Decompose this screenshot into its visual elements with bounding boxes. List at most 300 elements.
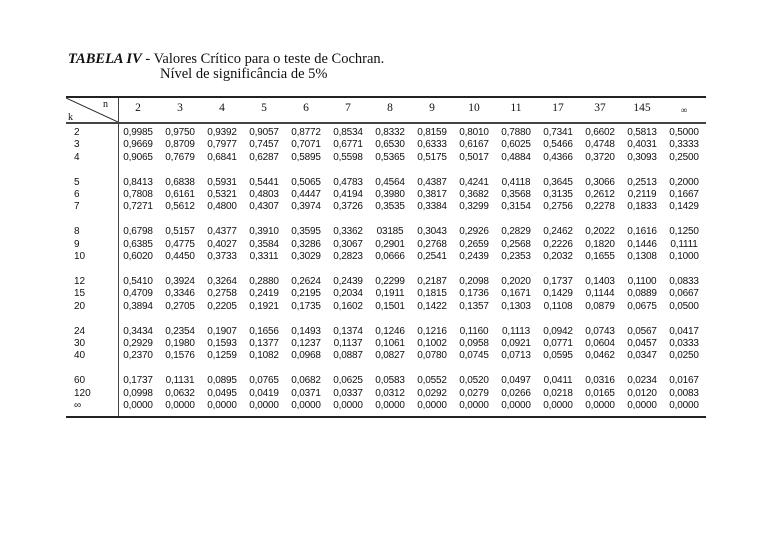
critical-value-cell: 0,0958 (459, 338, 489, 350)
critical-value-cell: 0,1655 (585, 251, 615, 263)
critical-value-cell: 0,7071 (291, 139, 321, 151)
critical-value-cell: 0,1907 (207, 325, 237, 337)
row-label-k: 60 (74, 375, 86, 387)
critical-value-cell: 0,5931 (207, 176, 237, 188)
critical-value-cell: 0,1000 (669, 251, 699, 263)
critical-value-cell: 0,0895 (207, 375, 237, 387)
critical-value-cell: 0,2926 (459, 226, 489, 238)
critical-value-cell: 0,5598 (333, 151, 363, 163)
critical-value-cell: 0,5895 (291, 151, 321, 163)
critical-value-cell: 0,3733 (207, 251, 237, 263)
critical-value-cell: 0,0666 (375, 251, 405, 263)
critical-value-cell: 0,1576 (165, 350, 195, 362)
table-row (66, 226, 706, 238)
critical-value-cell: 0,0419 (249, 387, 279, 399)
column-variable-label: n (103, 99, 108, 110)
critical-value-cell: 0,0667 (669, 288, 699, 300)
critical-value-cell: 0,0234 (627, 375, 657, 387)
critical-value-cell: 0,6530 (375, 139, 405, 151)
critical-value-cell: 0,0000 (501, 400, 531, 412)
table-subtitle: Nível de significância de 5% (160, 66, 328, 82)
critical-value-cell: 0,0250 (669, 350, 699, 362)
critical-value-cell: 0,0000 (585, 400, 615, 412)
critical-value-cell: 0,1250 (669, 226, 699, 238)
critical-value-cell: 0,2187 (417, 276, 447, 288)
critical-value-cell: 0,0921 (501, 338, 531, 350)
critical-value-cell: 0,5000 (669, 127, 699, 138)
critical-value-cell: 0,0495 (207, 387, 237, 399)
row-label-k: ∞ (74, 400, 82, 412)
critical-value-cell: 0,0000 (123, 400, 153, 412)
critical-value-cell: 0,7457 (249, 139, 279, 151)
critical-value-cell: 0,0218 (543, 387, 573, 399)
critical-value-cell: 0,3029 (291, 251, 321, 263)
critical-value-cell: 0,2032 (543, 251, 573, 263)
row-variable-label: k (68, 112, 73, 123)
critical-value-cell: 0,9065 (123, 151, 153, 163)
critical-value-cell: 0,1602 (333, 300, 363, 312)
cochran-table (66, 96, 706, 418)
critical-value-cell: 0,6841 (207, 151, 237, 163)
critical-value-cell: 0,9985 (123, 127, 153, 138)
critical-value-cell: 0,0500 (669, 300, 699, 312)
critical-value-cell: 0,8010 (459, 127, 489, 138)
critical-value-cell: 0,0745 (459, 350, 489, 362)
critical-value-cell: 0,5175 (417, 151, 447, 163)
critical-value-cell: 0,0625 (333, 375, 363, 387)
critical-value-cell: 0,0266 (501, 387, 531, 399)
critical-value-cell: 0,8159 (417, 127, 447, 138)
critical-value-cell: 0,1259 (207, 350, 237, 362)
critical-value-cell: 0,2299 (375, 276, 405, 288)
critical-value-cell: 0,6602 (585, 127, 615, 138)
table-row (66, 201, 706, 213)
critical-value-cell: 0,0000 (291, 400, 321, 412)
critical-value-cell: 0,2612 (585, 189, 615, 201)
critical-value-cell: 0,0497 (501, 375, 531, 387)
critical-value-cell: 0,6333 (417, 139, 447, 151)
critical-value-cell: 0,1911 (375, 288, 405, 300)
table-number: TABELA IV (68, 51, 142, 67)
critical-value-cell: 0,2901 (375, 238, 405, 250)
critical-value-cell: 0,1357 (459, 300, 489, 312)
critical-value-cell: 0,1308 (627, 251, 657, 263)
critical-value-cell: 0,3333 (669, 139, 699, 151)
row-label-k: 12 (74, 276, 86, 288)
critical-value-cell: 0,8772 (291, 127, 321, 138)
critical-value-cell: 0,2659 (459, 238, 489, 250)
critical-value-cell: 0,1616 (627, 226, 657, 238)
critical-value-cell: 03185 (376, 226, 404, 238)
critical-value-cell: 0,3535 (375, 201, 405, 213)
row-label-k: 7 (74, 201, 80, 213)
critical-value-cell: 0,0998 (123, 387, 153, 399)
column-header: 9 (429, 102, 435, 114)
critical-value-cell: 0,5321 (207, 189, 237, 201)
critical-value-cell: 0,2541 (417, 251, 447, 263)
critical-value-cell: 0,9392 (207, 127, 237, 138)
critical-value-cell: 0,1100 (627, 276, 657, 288)
critical-value-cell: 0,3980 (375, 189, 405, 201)
column-divider (118, 124, 119, 416)
critical-value-cell: 0,0167 (669, 375, 699, 387)
table-row (66, 239, 706, 251)
critical-value-cell: 0,1137 (333, 338, 363, 350)
critical-value-cell: 0,1736 (459, 288, 489, 300)
critical-value-cell: 0,1737 (123, 375, 153, 387)
critical-value-cell: 0,0371 (291, 387, 321, 399)
table-row (66, 375, 706, 387)
critical-value-cell: 0,9669 (123, 139, 153, 151)
critical-value-cell: 0,0583 (375, 375, 405, 387)
critical-value-cell: 0,0316 (585, 375, 615, 387)
critical-value-cell: 0,5813 (627, 127, 657, 138)
critical-value-cell: 0,8709 (165, 139, 195, 151)
critical-value-cell: 0,1737 (543, 276, 573, 288)
critical-value-cell: 0,0968 (291, 350, 321, 362)
critical-value-cell: 0,0000 (627, 400, 657, 412)
column-header: ∞ (680, 105, 688, 115)
critical-value-cell: 0,2500 (669, 151, 699, 163)
critical-value-cell: 0,2226 (543, 238, 573, 250)
critical-value-cell: 0,0279 (459, 387, 489, 399)
critical-value-cell: 0,6020 (123, 251, 153, 263)
critical-value-cell: 0,1108 (543, 300, 573, 312)
critical-value-cell: 0,4783 (333, 176, 363, 188)
critical-value-cell: 0,0000 (333, 400, 363, 412)
critical-value-cell: 0,1377 (249, 338, 279, 350)
table-row (66, 276, 706, 288)
critical-value-cell: 0,8413 (123, 176, 153, 188)
critical-value-cell: 0,0462 (585, 350, 615, 362)
critical-value-cell: 0,1237 (291, 338, 321, 350)
critical-value-cell: 0,3346 (165, 288, 195, 300)
critical-value-cell: 0,1246 (375, 325, 405, 337)
critical-value-cell: 0,2823 (333, 251, 363, 263)
critical-value-cell: 0,3067 (333, 238, 363, 250)
critical-value-cell: 0,0000 (375, 400, 405, 412)
row-label-k: 6 (74, 189, 80, 201)
group-spacer (66, 264, 706, 277)
critical-value-cell: 0,1403 (585, 276, 615, 288)
table-row (66, 189, 706, 201)
critical-value-cell: 0,3595 (291, 226, 321, 238)
critical-value-cell: 0,3584 (249, 238, 279, 250)
table-row (66, 338, 706, 350)
critical-value-cell: 0,6798 (123, 226, 153, 238)
critical-value-cell: 0,4031 (627, 139, 657, 151)
critical-value-cell: 0,0771 (543, 338, 573, 350)
table-row (66, 288, 706, 300)
row-label-k: 24 (74, 325, 86, 337)
critical-value-cell: 0,2756 (543, 201, 573, 213)
critical-value-cell: 0,3299 (459, 201, 489, 213)
critical-value-cell: 0,1113 (502, 325, 530, 337)
critical-value-cell: 0,4803 (249, 189, 279, 201)
critical-value-cell: 0,2439 (459, 251, 489, 263)
critical-value-cell: 0,1446 (627, 238, 657, 250)
critical-value-cell: 0,8534 (333, 127, 363, 138)
critical-value-cell: 0,1501 (375, 300, 405, 312)
critical-value-cell: 0,6771 (333, 139, 363, 151)
critical-value-cell: 0,0675 (627, 300, 657, 312)
critical-value-cell: 0,4447 (291, 189, 321, 201)
critical-value-cell: 0,3726 (333, 201, 363, 213)
critical-value-cell: 0,0000 (459, 400, 489, 412)
critical-value-cell: 0,1082 (249, 350, 279, 362)
critical-value-cell: 0,0333 (669, 338, 699, 350)
critical-value-cell: 0,9750 (165, 127, 195, 138)
critical-value-cell: 0,1002 (417, 338, 447, 350)
critical-value-cell: 0,3910 (249, 226, 279, 238)
group-spacer (66, 164, 706, 177)
table-row (66, 400, 706, 412)
critical-value-cell: 0,1422 (417, 300, 447, 312)
critical-value-cell: 0,2758 (207, 288, 237, 300)
critical-value-cell: 0,2768 (417, 238, 447, 250)
critical-value-cell: 0,1667 (669, 189, 699, 201)
row-label-k: 30 (74, 338, 86, 350)
critical-value-cell: 0,1131 (165, 375, 195, 387)
critical-value-cell: 0,6161 (165, 189, 195, 201)
critical-value-cell: 0,1429 (669, 201, 699, 213)
critical-value-cell: 0,1303 (501, 300, 531, 312)
row-label-k: 15 (74, 288, 86, 300)
critical-value-cell: 0,0780 (417, 350, 447, 362)
column-header: 5 (261, 102, 267, 114)
critical-value-cell: 0,0567 (627, 325, 657, 337)
critical-value-cell: 0,4564 (375, 176, 405, 188)
critical-value-cell: 0,2705 (165, 300, 195, 312)
table-row (66, 301, 706, 313)
critical-value-cell: 0,3093 (627, 151, 657, 163)
column-header: 10 (468, 102, 480, 114)
row-label-k: 3 (74, 139, 80, 151)
critical-value-cell: 0,2205 (207, 300, 237, 312)
critical-value-cell: 0,9057 (249, 127, 279, 138)
critical-value-cell: 0,0765 (249, 375, 279, 387)
column-header: 6 (303, 102, 309, 114)
critical-value-cell: 0,0120 (627, 387, 657, 399)
critical-value-cell: 0,1061 (375, 338, 405, 350)
critical-value-cell: 0,0000 (165, 400, 195, 412)
critical-value-cell: 0,3924 (165, 276, 195, 288)
critical-value-cell: 0,5410 (123, 276, 153, 288)
critical-value-cell: 0,2513 (627, 176, 657, 188)
column-header: 4 (219, 102, 225, 114)
critical-value-cell: 0,2462 (543, 226, 573, 238)
critical-value-cell: 0,2020 (501, 276, 531, 288)
critical-value-cell: 0,0520 (459, 375, 489, 387)
critical-value-cell: 0,0083 (669, 387, 699, 399)
critical-value-cell: 0,2353 (501, 251, 531, 263)
row-label-k: 10 (74, 251, 86, 263)
critical-value-cell: 0,1656 (249, 325, 279, 337)
critical-value-cell: 0,2568 (501, 238, 531, 250)
critical-value-cell: 0,2278 (585, 201, 615, 213)
critical-value-cell: 0,2119 (627, 189, 657, 201)
row-label-k: 40 (74, 350, 86, 362)
critical-value-cell: 0,5157 (165, 226, 195, 238)
critical-value-cell: 0,3264 (207, 276, 237, 288)
critical-value-cell: 0,1493 (291, 325, 321, 337)
critical-value-cell: 0,0411 (543, 375, 573, 387)
critical-value-cell: 0,3974 (291, 201, 321, 213)
critical-value-cell: 0,3720 (585, 151, 615, 163)
critical-value-cell: 0,0879 (585, 300, 615, 312)
critical-value-cell: 0,2439 (333, 276, 363, 288)
critical-value-cell: 0,4387 (417, 176, 447, 188)
critical-value-cell: 0,3645 (543, 176, 573, 188)
column-header: 3 (177, 102, 183, 114)
critical-value-cell: 0,1216 (417, 325, 447, 337)
row-label-k: 4 (74, 151, 80, 163)
critical-value-cell: 0,4377 (207, 226, 237, 238)
table-row (66, 326, 706, 338)
critical-value-cell: 0,3362 (333, 226, 363, 238)
critical-value-cell: 0,3682 (459, 189, 489, 201)
critical-value-cell: 0,0000 (417, 400, 447, 412)
critical-value-cell: 0,1671 (501, 288, 531, 300)
row-label-k: 20 (74, 300, 86, 312)
critical-value-cell: 0,0595 (543, 350, 573, 362)
critical-value-cell: 0,0312 (375, 387, 405, 399)
critical-value-cell: 0,4450 (165, 251, 195, 263)
critical-value-cell: 0,5065 (291, 176, 321, 188)
critical-value-cell: 0,0457 (627, 338, 657, 350)
critical-value-cell: 0,2624 (291, 276, 321, 288)
critical-value-cell: 0,0827 (375, 350, 405, 362)
critical-value-cell: 0,6025 (501, 139, 531, 151)
critical-value-cell: 0,3311 (249, 251, 279, 263)
column-header: 37 (594, 102, 606, 114)
critical-value-cell: 0,3384 (417, 201, 447, 213)
critical-value-cell: 0,7880 (501, 127, 531, 138)
critical-value-cell: 0,0889 (627, 288, 657, 300)
table-header (66, 98, 706, 124)
table-row (66, 388, 706, 400)
critical-value-cell: 0,0337 (333, 387, 363, 399)
critical-value-cell: 0,1820 (585, 238, 615, 250)
table-row (66, 251, 706, 263)
critical-value-cell: 0,1593 (207, 338, 237, 350)
diagonal-divider (66, 98, 118, 122)
critical-value-cell: 0,5612 (165, 201, 195, 213)
critical-value-cell: 0,3154 (501, 201, 531, 213)
critical-value-cell: 0,0942 (543, 325, 573, 337)
critical-value-cell: 0,0000 (543, 400, 573, 412)
critical-value-cell: 0,0887 (333, 350, 363, 362)
column-header: 2 (135, 102, 141, 114)
critical-value-cell: 0,2354 (165, 325, 195, 337)
critical-value-cell: 0,3286 (291, 238, 321, 250)
column-header: 145 (633, 102, 651, 114)
table-row (66, 127, 706, 139)
critical-value-cell: 0,4241 (459, 176, 489, 188)
group-spacer (66, 363, 706, 376)
table-title-text: - Valores Crítico para o teste de Cochran. (141, 51, 385, 67)
critical-value-cell: 0,1111 (670, 238, 698, 250)
table-row (66, 177, 706, 189)
critical-value-cell: 0,5441 (249, 176, 279, 188)
column-header: 17 (552, 102, 564, 114)
critical-value-cell: 0,3568 (501, 189, 531, 201)
critical-value-cell: 0,4775 (165, 238, 195, 250)
critical-value-cell: 0,0347 (627, 350, 657, 362)
critical-value-cell: 0,0713 (501, 350, 531, 362)
row-label-k: 9 (74, 238, 80, 250)
table-row (66, 139, 706, 151)
critical-value-cell: 0,0000 (249, 400, 279, 412)
critical-value-cell: 0,8332 (375, 127, 405, 138)
critical-value-cell: 0,3043 (417, 226, 447, 238)
critical-value-cell: 0,2419 (249, 288, 279, 300)
critical-value-cell: 0,2829 (501, 226, 531, 238)
critical-value-cell: 0,0417 (669, 325, 699, 337)
critical-value-cell: 0,3135 (543, 189, 573, 201)
column-header: 7 (345, 102, 351, 114)
critical-value-cell: 0,0292 (417, 387, 447, 399)
column-header: 8 (387, 102, 393, 114)
critical-value-cell: 0,7271 (123, 201, 153, 213)
critical-value-cell: 0,1144 (585, 288, 615, 300)
row-label-k: 5 (74, 176, 80, 188)
critical-value-cell: 0,2034 (333, 288, 363, 300)
critical-value-cell: 0,7341 (543, 127, 573, 138)
table-body (66, 124, 706, 416)
critical-value-cell: 0,6385 (123, 238, 153, 250)
group-spacer (66, 313, 706, 326)
critical-value-cell: 0,4307 (249, 201, 279, 213)
critical-value-cell: 0,7977 (207, 139, 237, 151)
table-row (66, 152, 706, 164)
critical-value-cell: 0,4748 (585, 139, 615, 151)
critical-value-cell: 0,7679 (165, 151, 195, 163)
critical-value-cell: 0,6838 (165, 176, 195, 188)
critical-value-cell: 0,2000 (669, 176, 699, 188)
row-label-k: 2 (74, 127, 80, 138)
critical-value-cell: 0,4800 (207, 201, 237, 213)
row-label-k: 8 (74, 226, 80, 238)
critical-value-cell: 0,4709 (123, 288, 153, 300)
critical-value-cell: 0,2022 (585, 226, 615, 238)
critical-value-cell: 0,4884 (501, 151, 531, 163)
row-label-k: 120 (74, 387, 91, 399)
critical-value-cell: 0,4118 (501, 176, 531, 188)
critical-value-cell: 0,1374 (333, 325, 363, 337)
critical-value-cell: 0,1735 (291, 300, 321, 312)
critical-value-cell: 0,1921 (249, 300, 279, 312)
critical-value-cell: 0,1160 (459, 325, 489, 337)
critical-value-cell: 0,0552 (417, 375, 447, 387)
critical-value-cell: 0,2880 (249, 276, 279, 288)
critical-value-cell: 0,2370 (123, 350, 153, 362)
critical-value-cell: 0,0632 (165, 387, 195, 399)
critical-value-cell: 0,5017 (459, 151, 489, 163)
critical-value-cell: 0,5365 (375, 151, 405, 163)
column-header: 11 (510, 102, 522, 114)
table-row (66, 350, 706, 362)
critical-value-cell: 0,3894 (123, 300, 153, 312)
critical-value-cell: 0,3817 (417, 189, 447, 201)
critical-value-cell: 0,0000 (669, 400, 699, 412)
critical-value-cell: 0,1429 (543, 288, 573, 300)
critical-value-cell: 0,2098 (459, 276, 489, 288)
critical-value-cell: 0,1833 (627, 201, 657, 213)
critical-value-cell: 0,0682 (291, 375, 321, 387)
critical-value-cell: 0,0165 (585, 387, 615, 399)
critical-value-cell: 0,0000 (207, 400, 237, 412)
